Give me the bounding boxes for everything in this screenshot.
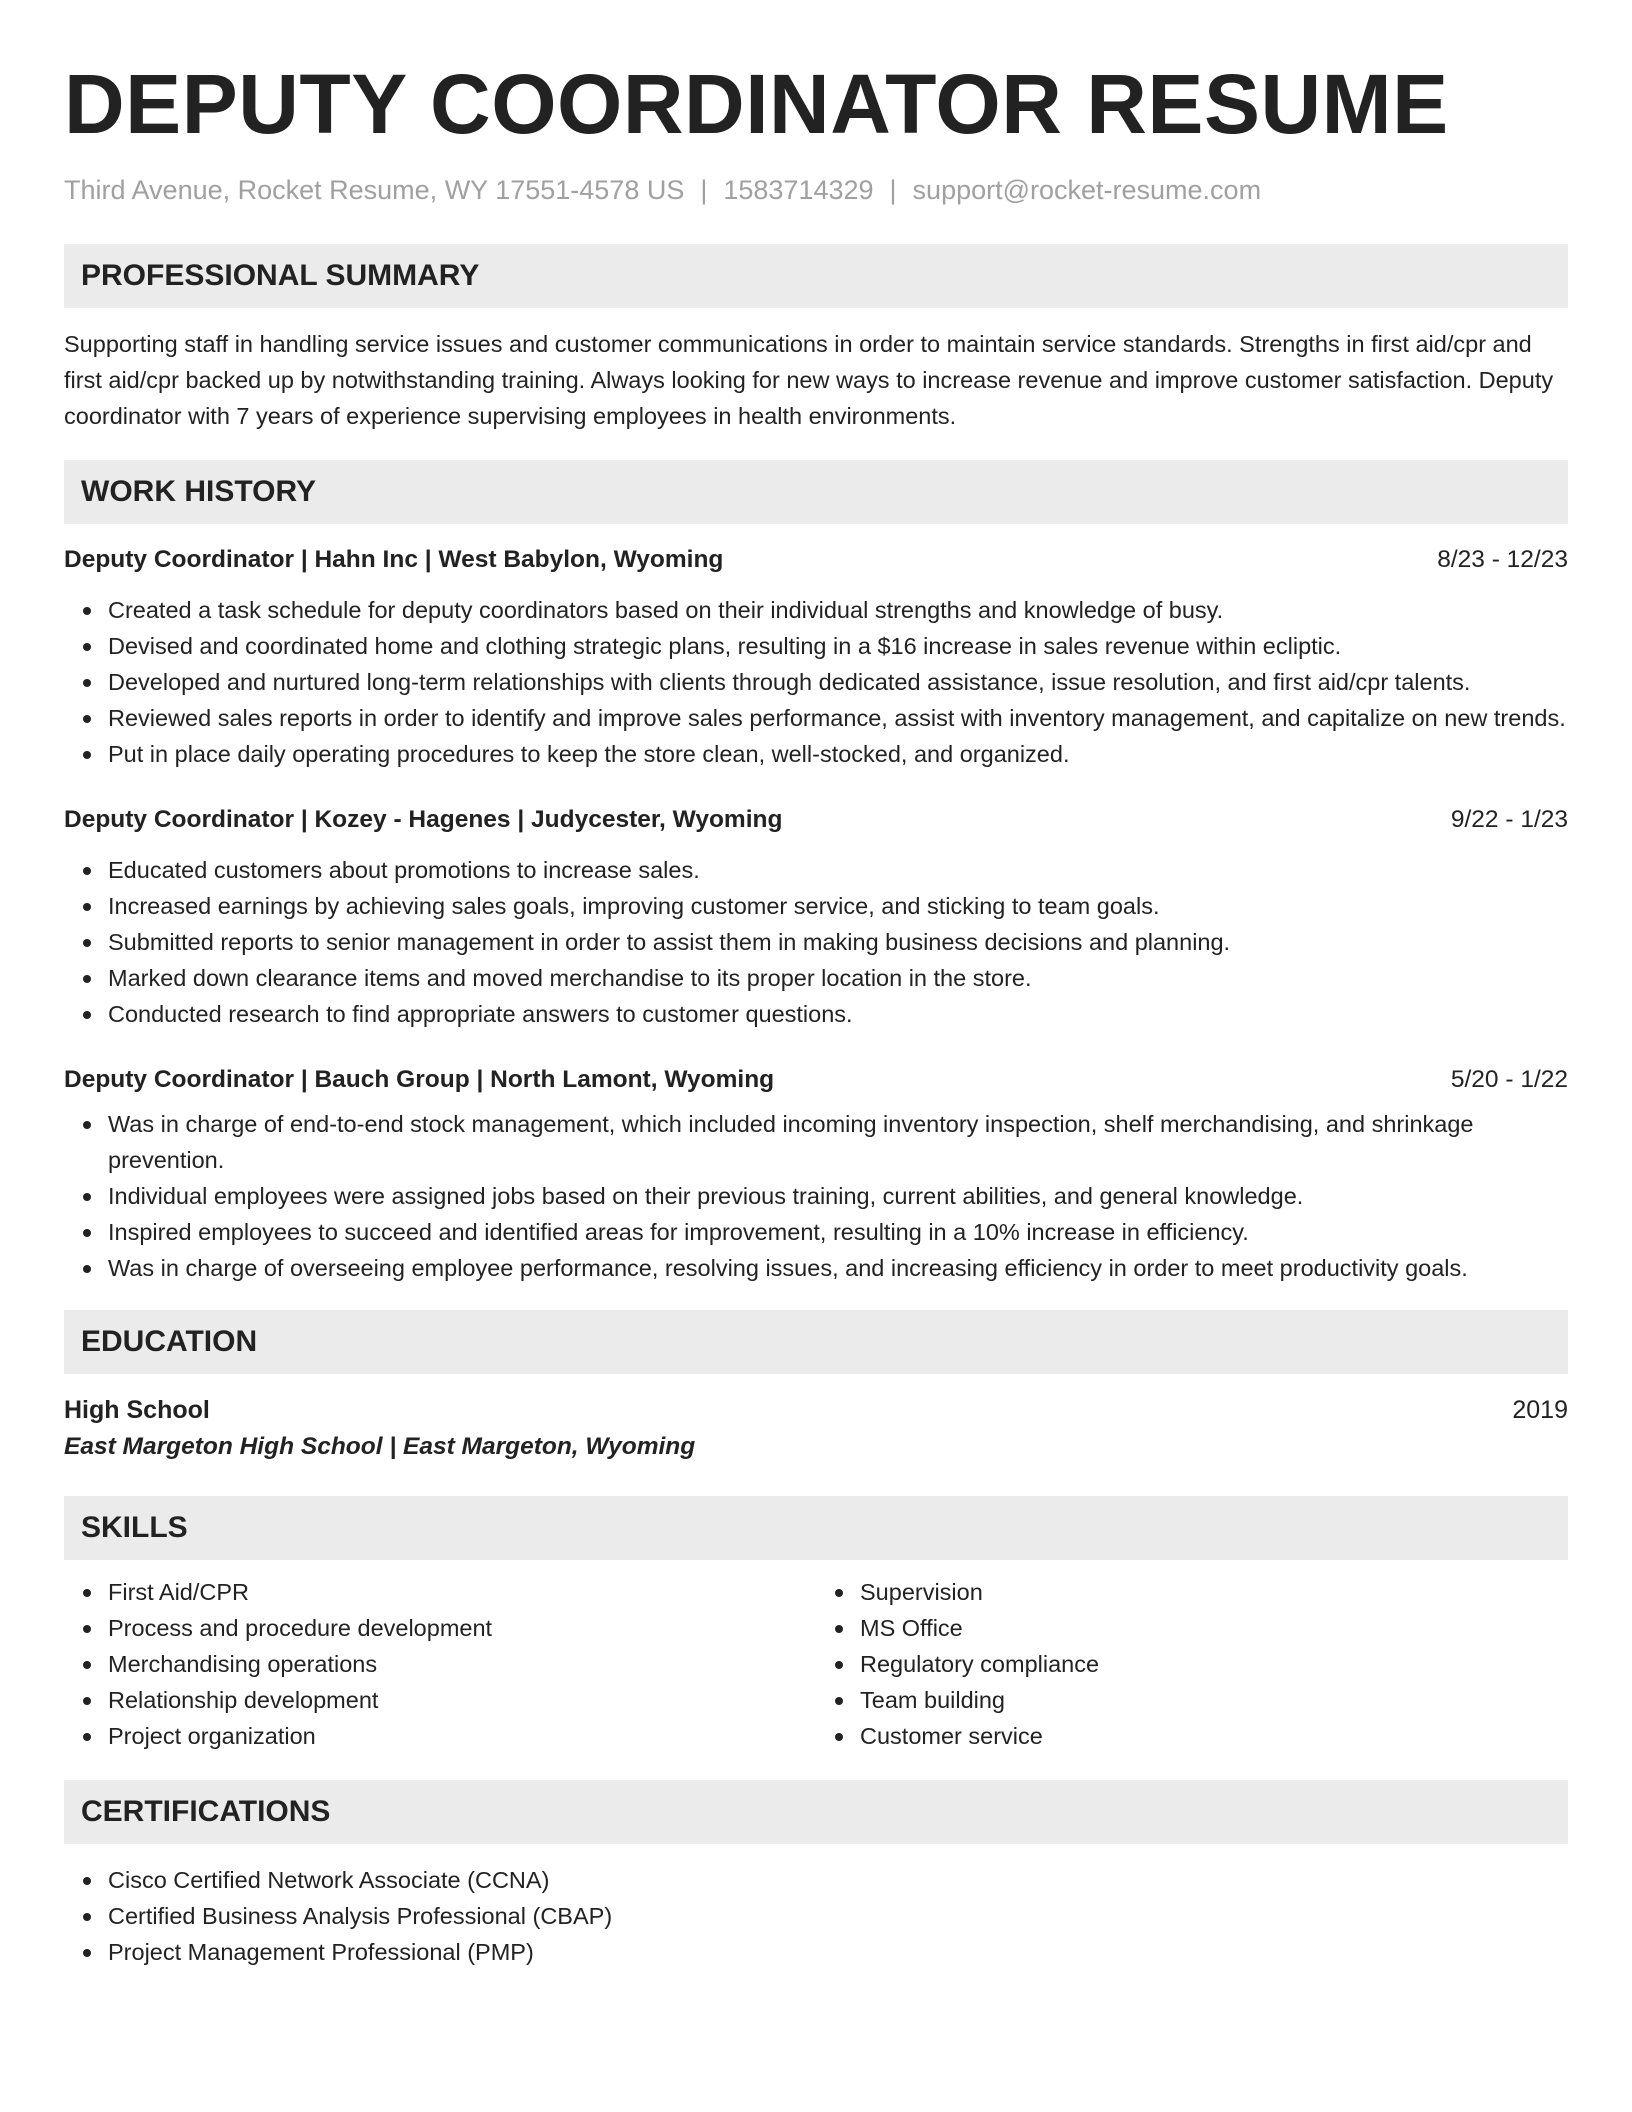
job-title: Deputy Coordinator | Bauch Group | North Lamont, Wyoming: [64, 1066, 775, 1093]
skills-heading: SKILLS: [64, 1496, 1568, 1560]
list-item: Certified Business Analysis Professional (CBAP): [108, 1898, 1568, 1934]
contact-phone: 1583714329: [723, 175, 874, 205]
contact-line: [64, 172, 1568, 208]
list-item: Individual employees were assigned jobs based on their previous training, current abilities, and general knowledge.: [108, 1178, 1568, 1214]
list-item: Process and procedure development: [108, 1610, 816, 1646]
resume-title: DEPUTY COORDINATOR RESUME: [64, 57, 1449, 151]
job-title: Deputy Coordinator | Kozey - Hagenes | Judycester, Wyoming: [64, 806, 783, 833]
education-degree: High School: [64, 1396, 210, 1424]
education-year: 2019: [1512, 1396, 1568, 1424]
list-item: Relationship development: [108, 1682, 816, 1718]
list-item: Was in charge of overseeing employee performance, resolving issues, and increasing efficiency in order to meet productivity goals.: [108, 1250, 1568, 1286]
education-school: East Margeton High School | East Margeton, Wyoming: [64, 1433, 696, 1460]
list-item: Team building: [860, 1682, 1568, 1718]
list-item: Devised and coordinated home and clothing strategic plans, resulting in a $16 increase in sales revenue within ecliptic.: [108, 628, 1568, 664]
list-item: Inspired employees to succeed and identified areas for improvement, resulting in a 10% increase in efficiency.: [108, 1214, 1568, 1250]
job-dates: 5/20 - 1/22: [1450, 1066, 1568, 1093]
education-entry: [64, 1392, 1568, 1466]
contact-separator: |: [700, 175, 708, 205]
education-heading: EDUCATION: [64, 1310, 1568, 1374]
summary-heading: PROFESSIONAL SUMMARY: [64, 244, 1568, 308]
job-entry: [64, 802, 1568, 1032]
job-bullets: [64, 592, 1568, 772]
list-item: Created a task schedule for deputy coordinators based on their individual strengths and knowledge of busy.: [108, 592, 1568, 628]
job-entry: [64, 1062, 1568, 1286]
job-bullets: [64, 852, 1568, 1032]
list-item: Project organization: [108, 1718, 816, 1754]
list-item: Conducted research to find appropriate answers to customer questions.: [108, 996, 1568, 1032]
list-item: Regulatory compliance: [860, 1646, 1568, 1682]
job-title: Deputy Coordinator | Hahn Inc | West Babylon, Wyoming: [64, 546, 724, 573]
skills-column-right: [816, 1574, 1568, 1754]
list-item: Merchandising operations: [108, 1646, 816, 1682]
list-item: Developed and nurtured long-term relationships with clients through dedicated assistance, issue resolution, and first aid/cpr talents.: [108, 664, 1568, 700]
list-item: Put in place daily operating procedures to keep the store clean, well-stocked, and organized.: [108, 736, 1568, 772]
list-item: Increased earnings by achieving sales goals, improving customer service, and sticking to team goals.: [108, 888, 1568, 924]
contact-email: support@rocket-resume.com: [912, 175, 1262, 205]
certifications-list: [64, 1862, 1568, 1970]
job-bullets: [64, 1106, 1568, 1286]
list-item: Was in charge of end-to-end stock management, which included incoming inventory inspection, shelf merchandising, and shrinkage prevention.: [108, 1106, 1568, 1178]
skills-list: [64, 1574, 1568, 1754]
contact-separator: |: [889, 175, 897, 205]
summary-text: Supporting staff in handling service issues and customer communications in order to maintain service standards. Strengths in first aid/cpr and first aid/cpr backed up by notwithstanding training. Always looking for new ways to increase revenue and improve customer satisfaction. Deputy coordinator with 7 years of experience supervising employees in health environments.: [64, 331, 1554, 429]
job-entry: [64, 542, 1568, 772]
list-item: Reviewed sales reports in order to identify and improve sales performance, assist with inventory management, and capitalize on new trends.: [108, 700, 1568, 736]
list-item: Project Management Professional (PMP): [108, 1934, 1568, 1970]
skills-column-left: [64, 1574, 816, 1754]
work-history-heading: WORK HISTORY: [64, 460, 1568, 524]
contact-address: Third Avenue, Rocket Resume, WY 17551-4578 US: [64, 175, 685, 205]
list-item: Cisco Certified Network Associate (CCNA): [108, 1862, 1568, 1898]
list-item: Educated customers about promotions to increase sales.: [108, 852, 1568, 888]
list-item: Marked down clearance items and moved merchandise to its proper location in the store.: [108, 960, 1568, 996]
certifications-bullets: [64, 1862, 1568, 1970]
certifications-heading: CERTIFICATIONS: [64, 1780, 1568, 1844]
list-item: Submitted reports to senior management in order to assist them in making business decisions and planning.: [108, 924, 1568, 960]
job-dates: 8/23 - 12/23: [1437, 546, 1568, 573]
list-item: MS Office: [860, 1610, 1568, 1646]
list-item: Customer service: [860, 1718, 1568, 1754]
job-dates: 9/22 - 1/23: [1450, 806, 1568, 833]
list-item: Supervision: [860, 1574, 1568, 1610]
list-item: First Aid/CPR: [108, 1574, 816, 1610]
